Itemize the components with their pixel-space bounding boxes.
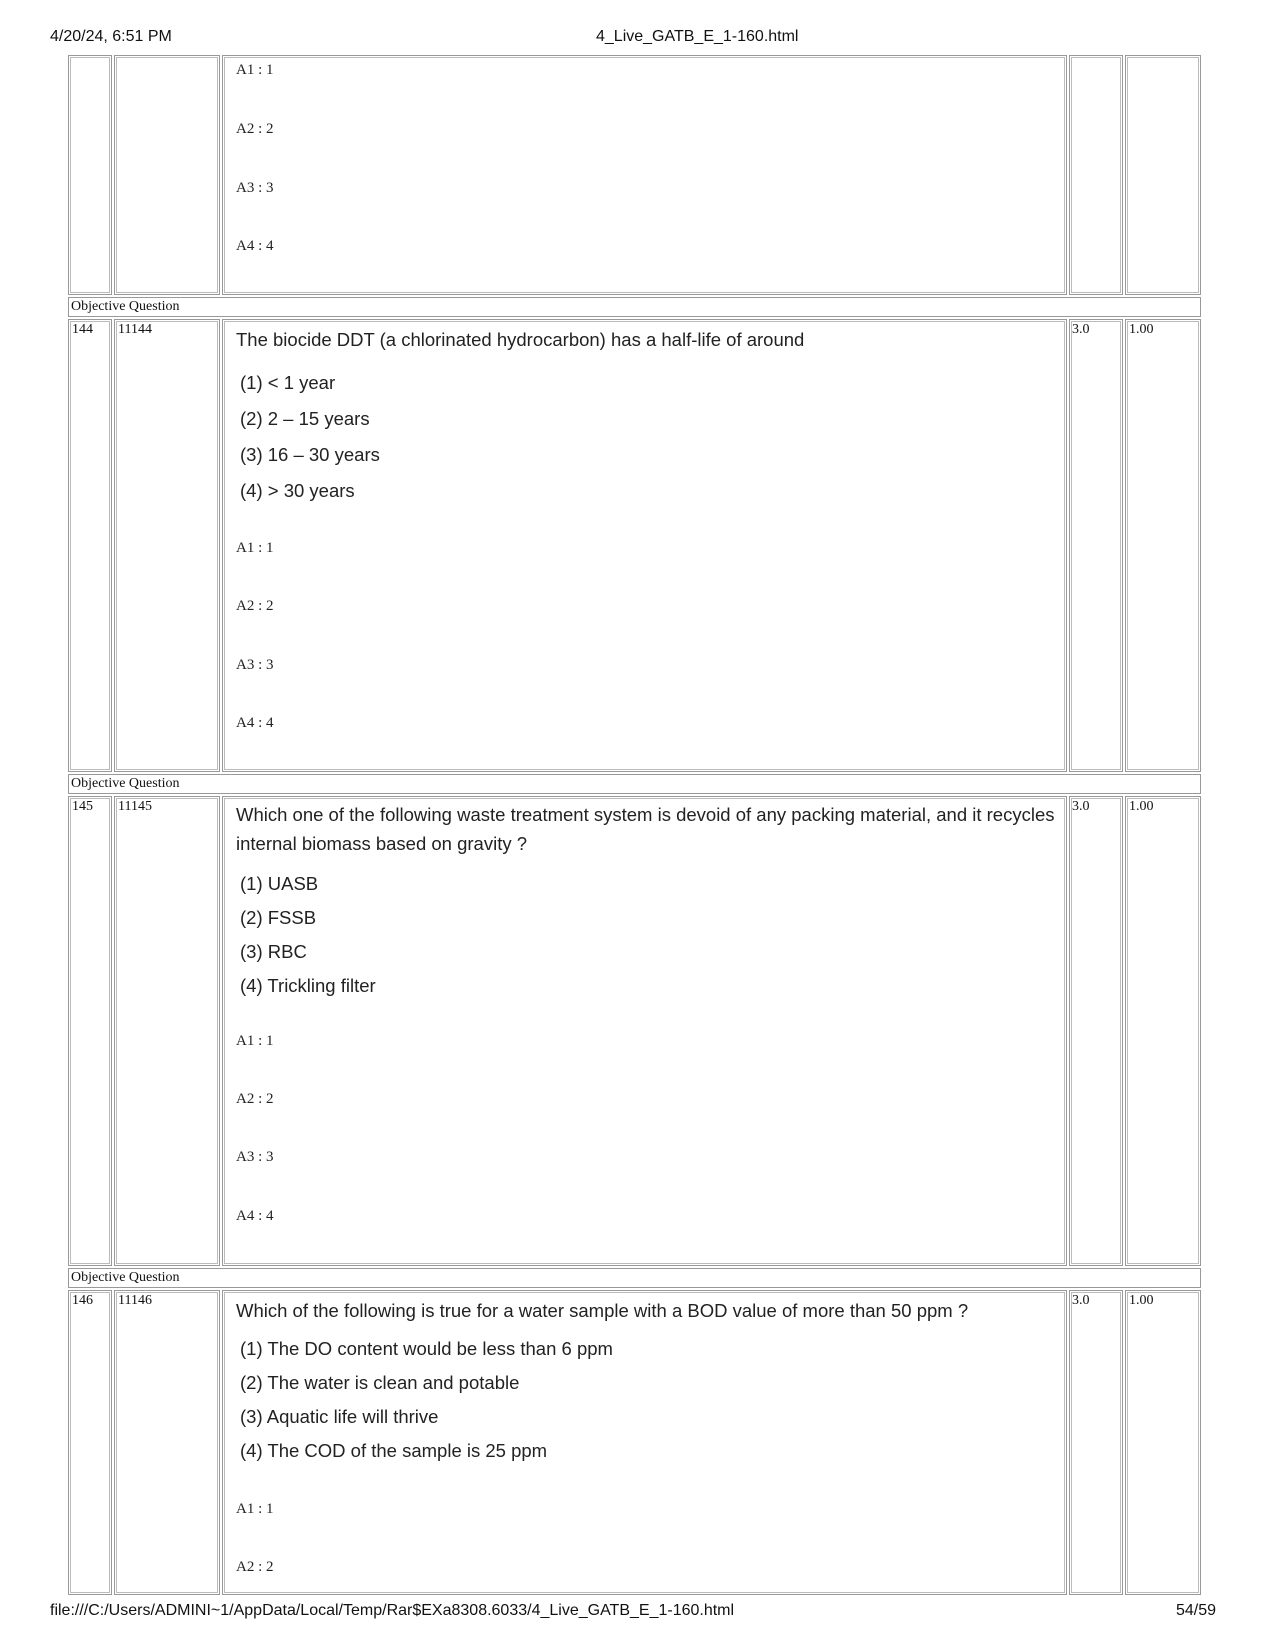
print-datetime: 4/20/24, 6:51 PM bbox=[50, 28, 172, 45]
answer-1: A1 : 1 bbox=[236, 1033, 274, 1049]
question-serial: 146 bbox=[72, 1293, 93, 1308]
answer-1: A1 : 1 bbox=[236, 540, 274, 556]
question-id-cell bbox=[114, 1290, 220, 1595]
negative-marks-cell bbox=[1125, 796, 1201, 1266]
page-number: 54/59 bbox=[1176, 1602, 1217, 1619]
serial-cell bbox=[68, 319, 112, 772]
option-4: (4) The COD of the sample is 25 ppm bbox=[240, 1440, 548, 1461]
question-negative-marks: 1.00 bbox=[1129, 799, 1154, 814]
print-title: 4_Live_GATB_E_1-160.html bbox=[596, 28, 799, 45]
option-4: (4) > 30 years bbox=[240, 480, 355, 501]
question-id: 11146 bbox=[118, 1293, 152, 1308]
option-1: (1) The DO content would be less than 6 ppm bbox=[240, 1338, 613, 1359]
question-marks: 3.0 bbox=[1072, 799, 1090, 814]
question-text: Which of the following is true for a water sample with a BOD value of more than 50 ppm ? bbox=[236, 1300, 969, 1321]
answer-3: A3 : 3 bbox=[236, 657, 274, 673]
question-cell bbox=[222, 796, 1067, 1266]
question-id: 11145 bbox=[118, 799, 152, 814]
answer-2: A2 : 2 bbox=[236, 1559, 274, 1575]
question-serial: 145 bbox=[72, 799, 93, 814]
answer-2: A2 : 2 bbox=[236, 1091, 274, 1107]
section-label: Objective Question bbox=[68, 1268, 1201, 1288]
negative-marks-cell bbox=[1125, 1290, 1201, 1595]
question-id: 11144 bbox=[118, 322, 152, 337]
marks-cell bbox=[1069, 319, 1123, 772]
section-label: Objective Question bbox=[68, 774, 1201, 794]
answer-3: A3 : 3 bbox=[236, 180, 274, 196]
option-3: (3) Aquatic life will thrive bbox=[240, 1406, 439, 1427]
question-id-cell bbox=[114, 319, 220, 772]
serial-cell bbox=[68, 55, 112, 295]
answer-2: A2 : 2 bbox=[236, 598, 274, 614]
question-text: Which one of the following waste treatment system is devoid of any packing material, and it recycles internal biomass based on gravity ? bbox=[236, 804, 1055, 854]
question-negative-marks: 1.00 bbox=[1129, 1293, 1154, 1308]
marks-cell bbox=[1069, 55, 1123, 295]
answer-4: A4 : 4 bbox=[236, 238, 274, 254]
question-id-cell bbox=[114, 796, 220, 1266]
question-serial: 144 bbox=[72, 322, 93, 337]
question-id-cell bbox=[114, 55, 220, 295]
answer-1: A1 : 1 bbox=[236, 1501, 274, 1517]
option-2: (2) 2 – 15 years bbox=[240, 408, 370, 429]
marks-cell bbox=[1069, 1290, 1123, 1595]
serial-cell bbox=[68, 1290, 112, 1595]
option-1: (1) < 1 year bbox=[240, 372, 336, 393]
answer-1: A1 : 1 bbox=[236, 62, 274, 78]
option-1: (1) UASB bbox=[240, 873, 319, 894]
question-negative-marks: 1.00 bbox=[1129, 322, 1154, 337]
question-marks: 3.0 bbox=[1072, 322, 1090, 337]
answer-2: A2 : 2 bbox=[236, 121, 274, 137]
question-marks: 3.0 bbox=[1072, 1293, 1090, 1308]
section-label: Objective Question bbox=[68, 297, 1201, 317]
option-3: (3) RBC bbox=[240, 941, 307, 962]
question-cell bbox=[222, 319, 1067, 772]
negative-marks-cell bbox=[1125, 319, 1201, 772]
option-4: (4) Trickling filter bbox=[240, 975, 376, 996]
negative-marks-cell bbox=[1125, 55, 1201, 295]
print-file-path: file:///C:/Users/ADMINI~1/AppData/Local/Temp/Rar$EXa8308.6033/4_Live_GATB_E_1-160.html bbox=[50, 1602, 735, 1619]
marks-cell bbox=[1069, 796, 1123, 1266]
option-2: (2) FSSB bbox=[240, 907, 317, 928]
serial-cell bbox=[68, 796, 112, 1266]
option-3: (3) 16 – 30 years bbox=[240, 444, 380, 465]
answer-4: A4 : 4 bbox=[236, 715, 274, 731]
question-text: The biocide DDT (a chlorinated hydrocarbon) has a half-life of around bbox=[236, 329, 805, 350]
answer-3: A3 : 3 bbox=[236, 1149, 274, 1165]
answer-4: A4 : 4 bbox=[236, 1208, 274, 1224]
question-cell bbox=[222, 55, 1067, 295]
option-2: (2) The water is clean and potable bbox=[240, 1372, 520, 1393]
